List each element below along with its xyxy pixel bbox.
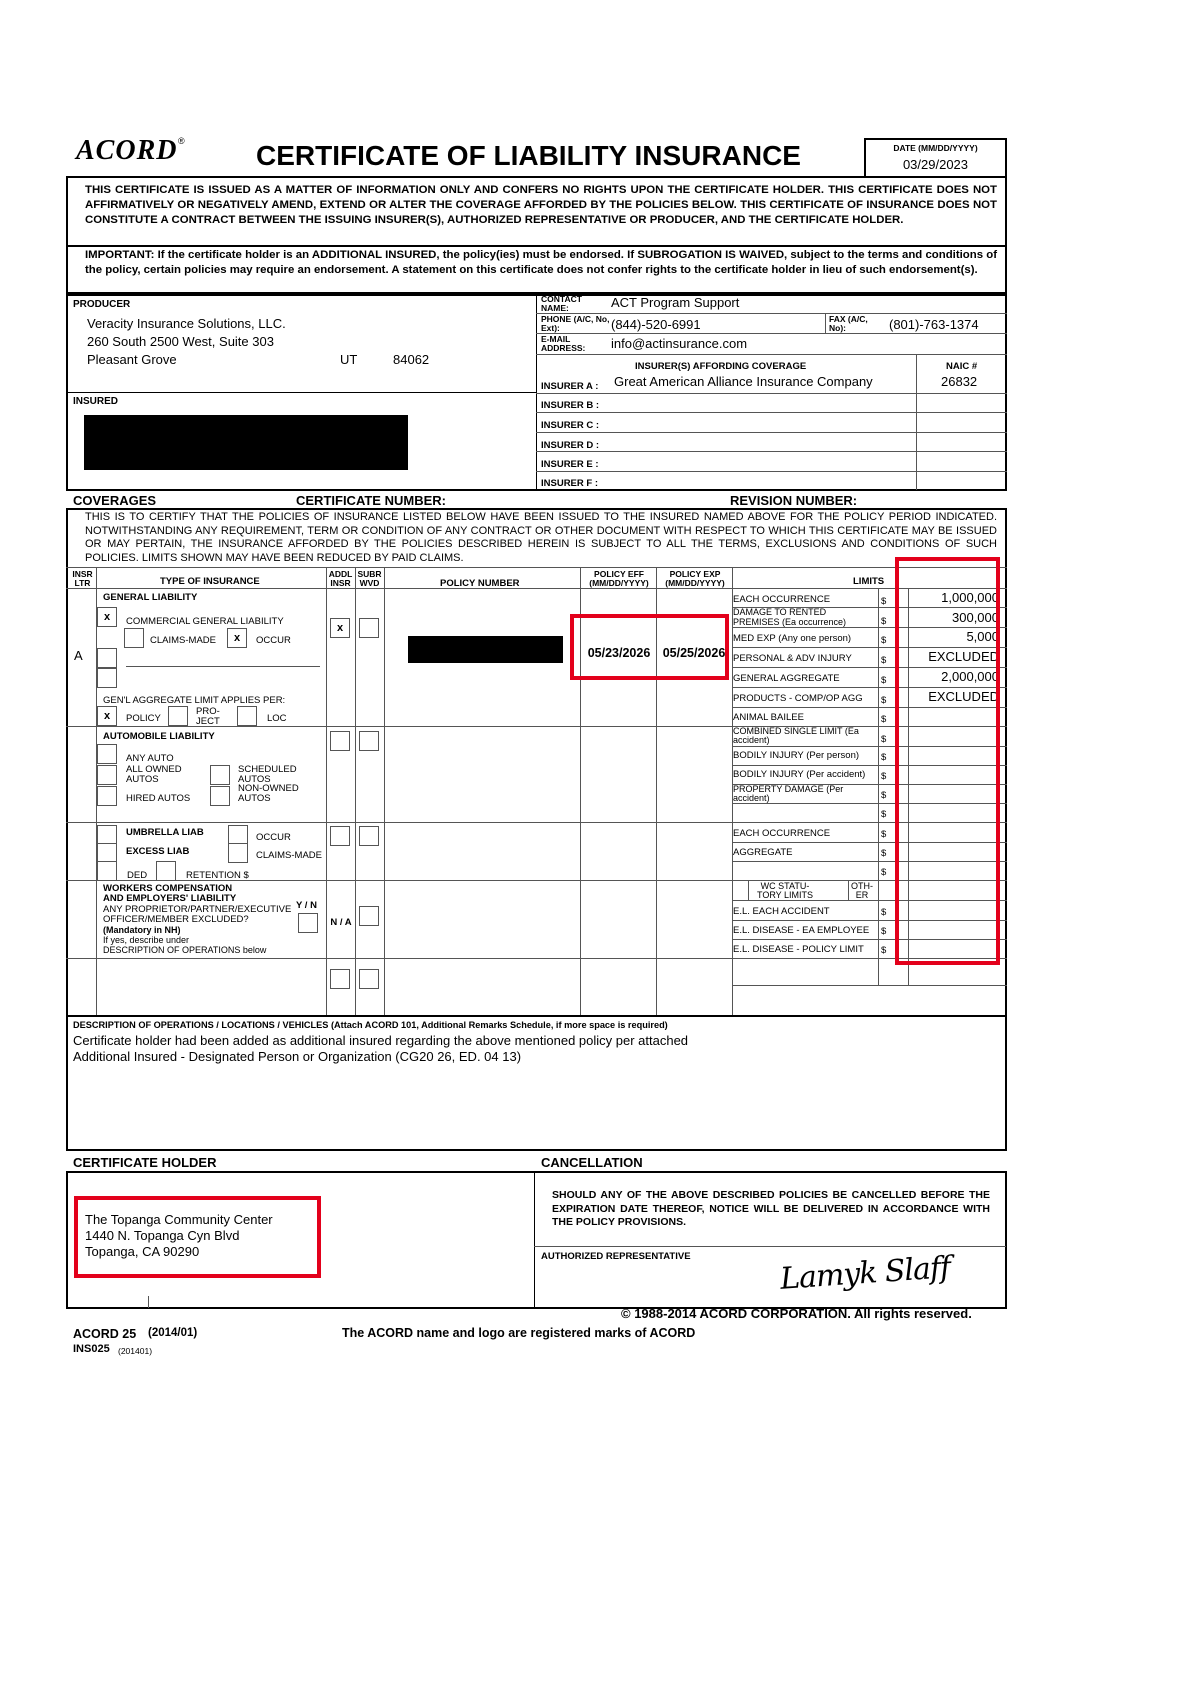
retention-checkbox[interactable] [156,861,176,881]
page-title: CERTIFICATE OF LIABILITY INSURANCE [256,140,801,171]
gl-policy-eff: 05/23/2026 [587,646,651,660]
dollar-sign: $ [881,771,887,782]
limit-el-disease-employee: E.L. DISEASE - EA EMPLOYEE [733,925,870,936]
umbrella-label: UMBRELLA LIAB [126,827,204,838]
contact-name-label: CONTACT NAME: [541,294,582,313]
fax-label: FAX (A/C, No): [829,314,868,333]
occur-label: OCCUR [256,635,291,646]
wc-q2: OFFICER/MEMBER EXCLUDED? [103,914,249,925]
wc-excluded-checkbox[interactable] [298,913,318,933]
policy-dates-highlight-box [570,614,729,680]
retention-label: RETENTION $ [186,870,249,881]
gl-addl-insr-checkbox[interactable]: x [330,618,350,638]
limit-personal-adv: PERSONAL & ADV INJURY [733,653,852,664]
gl-subr-wvd-checkbox[interactable] [359,618,379,638]
revision-number-label: REVISION NUMBER: [730,493,858,508]
agg-project-checkbox[interactable] [168,706,188,726]
umbrella-addl-insr-checkbox[interactable] [330,826,350,846]
wc-subr-wvd-checkbox[interactable] [359,906,379,926]
gl-blank-checkbox-1[interactable] [97,648,117,668]
wc-q5: DESCRIPTION OF OPERATIONS below [103,945,267,955]
limit-med-exp: MED EXP (Any one person) [733,633,852,644]
cgl-label: COMMERCIAL GENERAL LIABILITY [126,616,284,627]
phone-value: (844)-520-6991 [611,317,701,332]
hired-autos-checkbox[interactable] [97,786,117,806]
insured-redaction [84,415,408,470]
contact-name: ACT Program Support [611,295,740,310]
limit-general-aggregate: GENERAL AGGREGATE [733,673,840,684]
wc-q4: If yes, describe under [103,935,190,945]
holder-line-3: Topanga, CA 90290 [85,1244,200,1259]
auto-title: AUTOMOBILE LIABILITY [103,731,215,742]
excess-checkbox[interactable] [97,843,117,863]
umbrella-occur-label: OCCUR [256,832,291,843]
ins-code: INS025 [73,1343,110,1355]
insurers-header: INSURER(S) AFFORDING COVERAGE [635,361,807,372]
form-date: (2014/01) [148,1327,198,1339]
signature: Lamyk Slaff [778,1250,952,1297]
dollar-sign: $ [881,848,887,859]
limit-products: PRODUCTS - COMP/OP AGG [733,693,863,704]
wc-q3: (Mandatory in NH) [103,925,181,935]
wc-q1: ANY PROPRIETOR/PARTNER/EXECUTIVE [103,904,292,915]
wc-na-label: N / A [330,917,352,928]
producer-label: PRODUCER [73,299,131,310]
producer-name: Veracity Insurance Solutions, LLC. [87,316,286,331]
dollar-sign: $ [881,734,887,745]
header-subr: SUBR WVD [357,569,382,588]
scheduled-autos-checkbox[interactable] [210,765,230,785]
limit-umbrella-each-occurrence: EACH OCCURRENCE [733,828,831,839]
dollar-sign: $ [881,655,887,666]
header-eff: POLICY EFF (MM/DD/YYYY) [589,569,649,588]
date-value: 03/29/2023 [902,157,969,172]
description-label: DESCRIPTION OF OPERATIONS / LOCATIONS / VEHICLES (Attach ACORD 101, Additional Remarks Schedule, if more space is required) [73,1020,668,1030]
certificate-number-label: CERTIFICATE NUMBER: [296,493,446,508]
dollar-sign: $ [881,809,887,820]
agg-project-label: PRO-JECT [196,706,220,727]
insurer-a-naic: 26832 [941,374,978,389]
limits-highlight-box [895,557,1000,965]
non-owned-label: NON-OWNED AUTOS [238,783,299,804]
registered-marks: The ACORD name and logo are registered marks of ACORD [342,1326,696,1340]
agg-applies-label: GEN'L AGGREGATE LIMIT APPLIES PER: [103,695,286,706]
amount-damage-rented: 300,000 [952,610,999,625]
limit-damage-rented: DAMAGE TO RENTED PREMISES (Ea occurrence) [733,607,847,627]
ins-date: (201401) [118,1346,153,1356]
any-auto-checkbox[interactable] [97,744,117,764]
certify-paragraph: THIS IS TO CERTIFY THAT THE POLICIES OF INSURANCE LISTED BELOW HAVE BEEN ISSUED TO THE INSURED NAMED ABOVE FOR THE POLICY PERIOD INDICATED. NOTWITHSTANDING ANY REQUIREMENT, TERM OR CONDITION OF ANY CONTRACT OR OTHER DOCUMENT WITH RESPECT TO WHICH THIS CERTIFICATE MAY BE ISSUED OR MAY PERTAIN, THE INSURANCE AFFORDED BY THE POLICIES DESCRIBED HEREIN IS SUBJECT TO ALL THE TERMS, EXCLUSIONS AND CONDITIONS OF SUCH POLICIES. LIMITS SHOWN MAY HAVE BEEN REDUCED BY PAID CLAIMS. [85,511,997,564]
gl-policy-exp: 05/25/2026 [662,646,726,660]
header-limits: LIMITS [853,576,885,587]
umbrella-claims-made-checkbox[interactable] [228,843,248,863]
header-policy-number: POLICY NUMBER [440,578,520,589]
dollar-sign: $ [881,695,887,706]
occur-checkbox[interactable]: x [227,628,247,648]
all-owned-label: ALL OWNED AUTOS [126,764,182,785]
amount-personal-adv: EXCLUDED [928,649,999,664]
fax-value: (801)-763-1374 [889,317,979,332]
auto-subr-wvd-checkbox[interactable] [359,731,379,751]
insurer-d-label: INSURER D : [541,440,600,451]
description-line-1: Certificate holder had been added as additional insured regarding the above mentioned policy per attached [73,1033,689,1048]
form-number: ACORD 25 [73,1327,137,1341]
date-box [864,138,1007,178]
holder-line-1: The Topanga Community Center [85,1212,273,1227]
non-owned-checkbox[interactable] [210,786,230,806]
wc-statutory-label: WC STATU-TORY LIMITS [756,881,814,900]
insurer-a-label: INSURER A : [541,381,599,392]
naic-label: NAIC # [946,361,978,372]
wc-yn-label: Y / N [296,900,317,911]
copyright: © 1988-2014 ACORD CORPORATION. All rights reserved. [621,1306,972,1321]
any-auto-label: ANY AUTO [126,753,174,764]
phone-label: PHONE (A/C, No, Ext): [541,314,610,333]
insured-label: INSURED [73,396,119,407]
header-exp: POLICY EXP (MM/DD/YYYY) [665,569,725,588]
email-label: E-MAIL ADDRESS: [541,334,586,353]
limit-bodily-accident: BODILY INJURY (Per accident) [733,769,866,780]
amount-each-occurrence: 1,000,000 [941,590,999,605]
limit-animal-bailee: ANIMAL BAILEE [733,712,804,723]
date-label: DATE (MM/DD/YYYY) [893,143,978,153]
holder-line-2: 1440 N. Topanga Cyn Blvd [85,1228,240,1243]
auto-addl-insr-checkbox[interactable] [330,731,350,751]
umbrella-occur-checkbox[interactable] [228,825,248,845]
limit-umbrella-aggregate: AGGREGATE [733,847,793,858]
acord-logo: ACORD [76,135,178,166]
insurer-a-name: Great American Alliance Insurance Company [614,374,873,389]
dollar-sign: $ [881,907,887,918]
amount-general-aggregate: 2,000,000 [941,669,999,684]
header-insr-ltr: INSR LTR [72,569,93,588]
ded-label: DED [127,870,148,881]
amount-products: EXCLUDED [928,689,999,704]
wc-other-label: OTH-ER [851,881,873,900]
certificate-holder-label: CERTIFICATE HOLDER [73,1155,217,1170]
agg-loc-label: LOC [267,713,287,724]
producer-city: Pleasant Grove [87,352,177,367]
notice-paragraph: THIS CERTIFICATE IS ISSUED AS A MATTER OF INFORMATION ONLY AND CONFERS NO RIGHTS UPON THE CERTIFICATE HOLDER. THIS CERTIFICATE DOES NOT AFFIRMATIVELY OR NEGATIVELY AMEND, EXTEND OR ALTER THE COVERAGE AFFORDED BY THE POLICIES BELOW. THIS CERTIFICATE OF INSURANCE DOES NOT CONSTITUTE A CONTRACT BETWEEN THE ISSUING INSURER(S), AUTHORIZED REPRESENTATIVE OR PRODUCER, AND THE CERTIFICATE HOLDER. [85,184,997,226]
all-owned-checkbox[interactable] [97,765,117,785]
important-paragraph: IMPORTANT: If the certificate holder is an ADDITIONAL INSURED, the policy(ies) must be endorsed. If SUBROGATION IS WAIVED, subject to the terms and conditions of the policy, certain policies may require an endorsement. A statement on this certificate does not confer rights to the certificate holder in lieu of such endorsement(s). [85,249,997,276]
producer-zip: 84062 [393,352,430,367]
dollar-sign: $ [881,752,887,763]
insurer-e-label: INSURER E : [541,459,599,470]
claims-made-label: CLAIMS-MADE [150,635,216,646]
limit-each-occurrence: EACH OCCURRENCE [733,594,831,605]
dollar-sign: $ [881,675,887,686]
acord-logo-mark: ® [178,136,185,146]
gl-policy-number-redaction [408,636,563,663]
header-type: TYPE OF INSURANCE [160,576,260,587]
insurer-f-label: INSURER F : [541,478,598,489]
cancellation-text: SHOULD ANY OF THE ABOVE DESCRIBED POLICIES BE CANCELLED BEFORE THE EXPIRATION DATE THEREOF, NOTICE WILL BE DELIVERED IN ACCORDANCE WITH THE POLICY PROVISIONS. [552,1189,990,1228]
excess-label: EXCESS LIAB [126,846,190,857]
insurer-c-label: INSURER C : [541,420,600,431]
cancellation-label: CANCELLATION [541,1155,643,1170]
hired-autos-label: HIRED AUTOS [126,793,191,804]
coverages-label: COVERAGES [73,493,157,508]
dollar-sign: $ [881,635,887,646]
blank-row-addl-checkbox[interactable] [330,969,350,989]
umbrella-subr-wvd-checkbox[interactable] [359,826,379,846]
insurer-b-label: INSURER B : [541,400,600,411]
dollar-sign: $ [881,596,887,607]
certificate-holder-highlight-box [74,1196,321,1278]
limit-combined-single: COMBINED SINGLE LIMIT (Ea accident) [733,726,859,745]
producer-address: 260 South 2500 West, Suite 303 [87,334,274,349]
claims-made-checkbox[interactable] [124,628,144,648]
umbrella-claims-made-label: CLAIMS-MADE [256,850,322,861]
authorized-rep-label: AUTHORIZED REPRESENTATIVE [541,1251,691,1262]
gl-insurer-letter: A [74,648,83,663]
limit-property-damage: PROPERTY DAMAGE (Per accident) [733,784,844,803]
header-addl: ADDL INSR [328,569,353,588]
limit-el-each-accident: E.L. EACH ACCIDENT [733,906,830,917]
umbrella-checkbox[interactable] [97,825,117,845]
cgl-checkbox[interactable]: x [97,607,117,627]
dollar-sign: $ [881,616,887,627]
agg-policy-label: POLICY [126,713,161,724]
email-value: info@actinsurance.com [611,336,748,351]
gl-title: GENERAL LIABILITY [103,592,198,603]
dollar-sign: $ [881,714,887,725]
wc-title-2: AND EMPLOYERS' LIABILITY [103,893,237,904]
scheduled-autos-label: SCHEDULED AUTOS [238,764,297,785]
dollar-sign: $ [881,790,887,801]
blank-row-subr-checkbox[interactable] [359,969,379,989]
dollar-sign: $ [881,867,887,878]
amount-med-exp: 5,000 [966,629,999,644]
ded-checkbox[interactable] [97,861,117,881]
agg-loc-checkbox[interactable] [237,706,257,726]
producer-state: UT [340,352,358,367]
dollar-sign: $ [881,829,887,840]
limit-bodily-person: BODILY INJURY (Per person) [733,750,860,761]
dollar-sign: $ [881,945,887,956]
wc-title-1: WORKERS COMPENSATION [103,883,233,894]
limit-el-disease-policy: E.L. DISEASE - POLICY LIMIT [733,944,864,955]
agg-policy-checkbox[interactable]: x [97,706,117,726]
dollar-sign: $ [881,926,887,937]
description-line-2: Additional Insured - Designated Person or Organization (CG20 26, ED. 04 13) [73,1049,522,1064]
gl-blank-checkbox-2[interactable] [97,668,117,688]
